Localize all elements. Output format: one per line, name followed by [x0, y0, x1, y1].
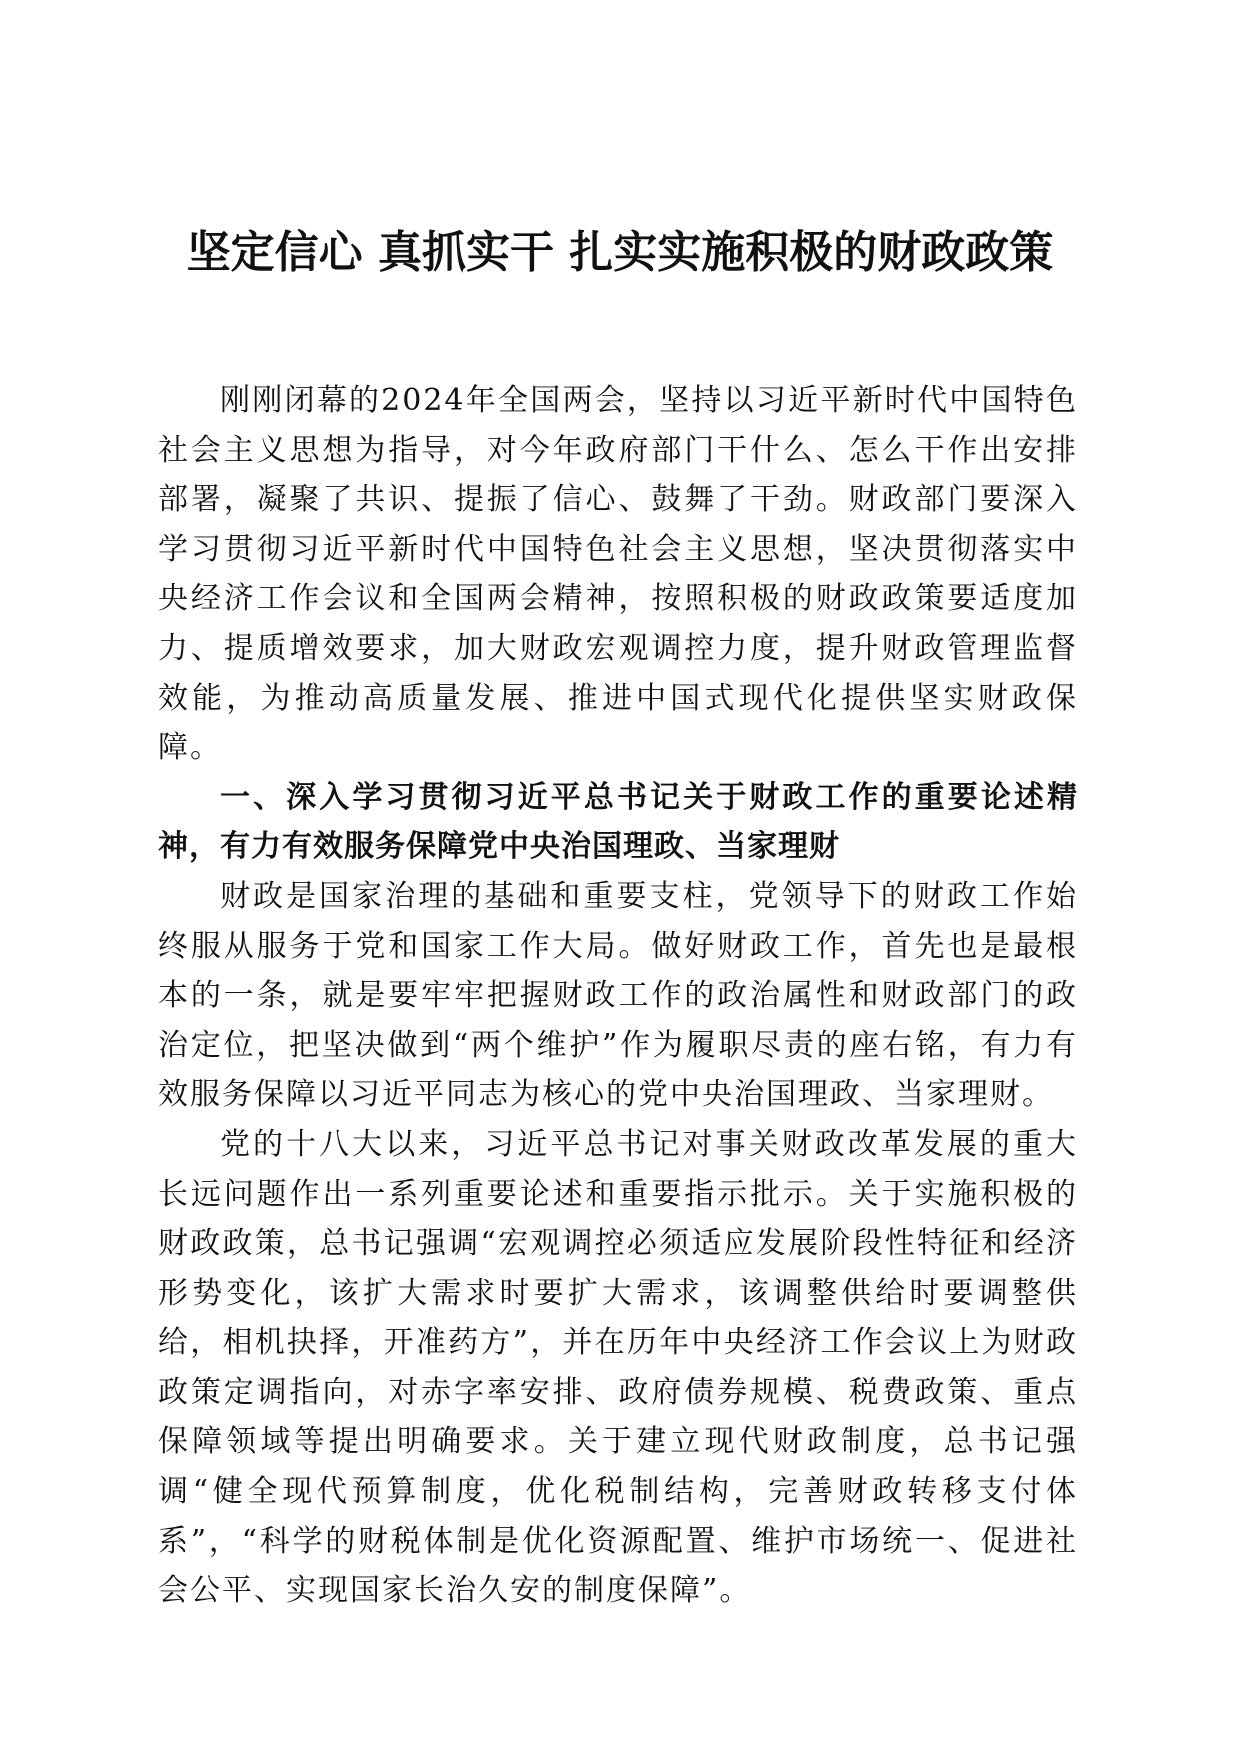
document-title: 坚定信心 真抓实干 扎实实施积极的财政政策 — [186, 227, 1054, 278]
body-paragraph-2: 党的十八大以来，习近平总书记对事关财政改革发展的重大长远问题作出一系列重要论述和重要指示批示。关于实施积极的财政政策，总书记强调“宏观调控必须适应发展阶段性特征和经济形势变化，该扩大需求时要扩大需求，该调整供给时要调整供给，相机抉择，开准药方”，并在历年中央经济工作会议上为财政政策定调指向，对赤字率安排、政府债券规模、税费政策、重点保障领域等提出明确要求。关于建立现代财政制度，总书记强调“健全现代预算制度，优化税制结构，完善财政转移支付体系”，“科学的财税体制是优化资源配置、维护市场统一、促进社会公平、实现国家长治久安的制度保障”。 — [158, 1126, 1078, 1609]
body-paragraph-1: 财政是国家治理的基础和重要支柱，党领导下的财政工作始终服从服务于党和国家工作大局。做好财政工作，首先也是最根本的一条，就是要牢牢把握财政工作的政治属性和财政部门的政治定位，把坚决做到“两个维护”作为履职尽责的座右铭，有力有效服务保障以习近平同志为核心的党中央治国理政、当家理财。 — [158, 878, 1078, 1113]
intro-paragraph: 刚刚闭幕的2024年全国两会，坚持以习近平新时代中国特色社会主义思想为指导，对今年政府部门干什么、怎么干作出安排部署，凝聚了共识、提振了信心、鼓舞了干劲。财政部门要深入学习贯彻习近平新时代中国特色社会主义思想，坚决贯彻落实中央经济工作会议和全国两会精神，按照积极的财政政策要适度加力、提质增效要求，加大财政宏观调控力度，提升财政管理监督效能，为推动高质量发展、推进中国式现代化提供坚实财政保障。 — [158, 383, 1078, 766]
document-body — [158, 376, 1078, 1616]
section-heading-1: 一、深入学习贯彻习近平总书记关于财政工作的重要论述精神，有力有效服务保障党中央治国理政、当家理财 — [158, 779, 1078, 865]
